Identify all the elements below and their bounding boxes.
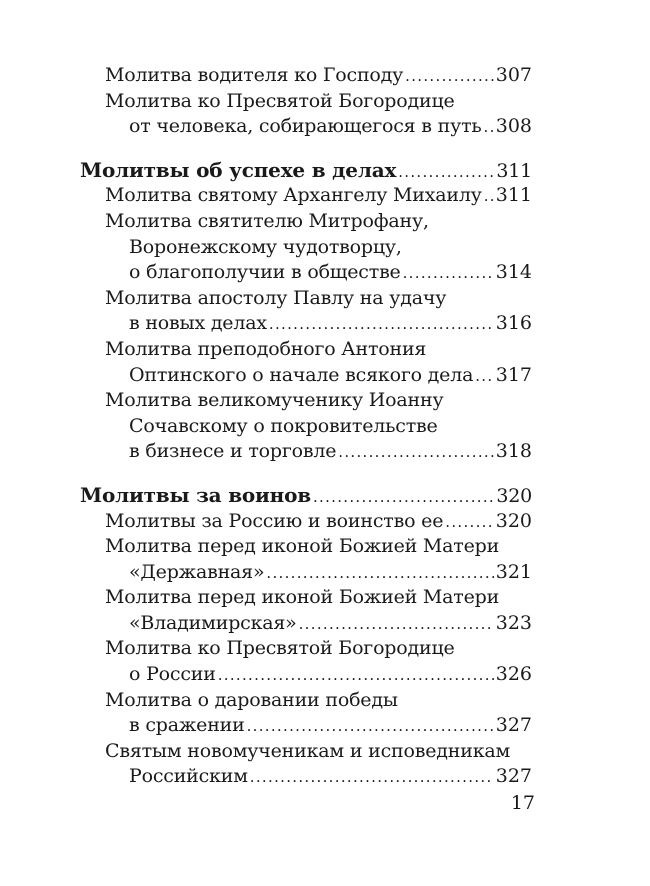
toc-page-number: 307 xyxy=(495,64,532,86)
toc-entry-continuation xyxy=(80,114,532,140)
toc-entry xyxy=(80,688,532,714)
section-title: Молитвы за воинов xyxy=(80,482,311,507)
toc-entry-title: Воронежскому чудотворцу, xyxy=(129,235,402,258)
toc-entry-title: от человека, собирающегося в путь xyxy=(129,115,482,138)
section-title: Молитвы об успехе в делах xyxy=(80,157,397,182)
toc-entry-title: в сражении xyxy=(129,714,245,737)
toc-entry-title: «Владимирская» xyxy=(129,611,297,634)
dot-leader xyxy=(403,261,494,287)
toc-page-number: 327 xyxy=(495,765,532,788)
toc-entry-title: Молитва перед иконой Божией Матери xyxy=(105,586,500,609)
toc-entry xyxy=(80,63,532,89)
toc-entry-title: Молитва водителя ко Господу xyxy=(105,64,404,86)
toc-entry-title: Молитва о даровании победы xyxy=(105,688,398,711)
dot-leader xyxy=(398,160,494,186)
dot-leader xyxy=(484,115,494,141)
dot-leader xyxy=(269,312,494,338)
toc-entry-title: Оптинского о начале всякого дела xyxy=(129,363,474,386)
toc-entry-title: в бизнесе и торговле xyxy=(129,440,337,463)
toc-entry xyxy=(80,286,532,312)
toc-entry-continuation xyxy=(80,439,532,465)
dot-leader xyxy=(247,714,494,740)
toc-entry-title: Молитва святителю Митрофану, xyxy=(105,209,429,232)
toc-entry-continuation xyxy=(80,260,532,286)
toc-page-number: 318 xyxy=(495,440,532,463)
toc-entry-title: Молитва апостолу Павлу на удачу xyxy=(105,286,447,309)
toc-entry-title: Сочавскому о покровительстве xyxy=(129,414,438,437)
dot-leader xyxy=(445,510,493,536)
dot-leader xyxy=(218,663,494,689)
toc-entry-title: Молитвы за Россию и воинство ее xyxy=(105,509,444,532)
toc-page-number: 308 xyxy=(495,115,532,138)
toc-page-number: 311 xyxy=(495,184,532,207)
toc-entry xyxy=(80,636,532,662)
page-number: 17 xyxy=(510,792,535,814)
toc-page-number: 317 xyxy=(495,363,532,386)
toc-entry-title: Молитва ко Пресвятой Богородице xyxy=(105,89,455,112)
toc-entry-title: Молитва ко Пресвятой Богородице xyxy=(105,637,455,660)
dot-leader xyxy=(338,440,493,466)
toc-entry-continuation xyxy=(80,662,532,688)
toc-entry xyxy=(80,585,532,611)
toc-page-number: 320 xyxy=(496,484,532,507)
toc-entry-continuation xyxy=(80,560,532,586)
toc-entry xyxy=(80,534,532,560)
toc-page-number: 314 xyxy=(495,261,532,284)
toc-entry xyxy=(80,209,532,235)
dot-leader xyxy=(250,765,494,791)
toc-entry-title: Российским xyxy=(129,765,248,788)
toc-page-number: 327 xyxy=(495,714,532,737)
toc-entry-continuation xyxy=(80,713,532,739)
toc-entry xyxy=(80,89,532,115)
toc-entry xyxy=(80,337,532,363)
dot-leader xyxy=(405,64,494,90)
toc-section-heading xyxy=(80,483,532,509)
toc-entry-continuation xyxy=(80,764,532,790)
toc-entry xyxy=(80,183,532,209)
toc-page-number: 321 xyxy=(495,560,532,583)
toc-page-number: 311 xyxy=(496,159,532,182)
toc-entry-continuation xyxy=(80,363,532,389)
toc-entry-title: о благополучии в обществе xyxy=(129,261,401,284)
toc-entry xyxy=(80,509,532,535)
toc-entry-title: Молитва святому Архангелу Михаилу xyxy=(105,184,482,207)
toc-entry xyxy=(80,739,532,765)
toc-entry-title: в новых делах xyxy=(129,312,267,335)
toc-page-number: 323 xyxy=(495,611,532,634)
toc-entry-title: Молитва перед иконой Божией Матери xyxy=(105,535,500,558)
toc-entry-title: Святым новомученикам и исповедникам xyxy=(105,739,511,762)
toc-entry xyxy=(80,388,532,414)
toc-page-number: 320 xyxy=(495,509,532,532)
dot-leader xyxy=(266,561,493,587)
toc-entry-title: «Державная» xyxy=(129,560,265,583)
dot-leader xyxy=(299,612,494,638)
toc-entry-continuation xyxy=(80,414,532,440)
toc-page-number: 316 xyxy=(495,312,532,335)
dot-leader xyxy=(484,184,494,210)
table-of-contents xyxy=(80,63,532,790)
toc-page-number: 326 xyxy=(495,663,532,686)
toc-entry-continuation xyxy=(80,311,532,337)
dot-leader xyxy=(313,485,494,511)
toc-entry-continuation xyxy=(80,611,532,637)
toc-entry-title: Молитва великомученику Иоанну xyxy=(105,389,444,412)
toc-entry-title: Молитва преподобного Антония xyxy=(105,337,427,360)
toc-section-heading xyxy=(80,158,532,184)
dot-leader xyxy=(475,364,494,390)
toc-entry-title: о России xyxy=(129,663,216,686)
toc-entry-continuation xyxy=(80,235,532,261)
